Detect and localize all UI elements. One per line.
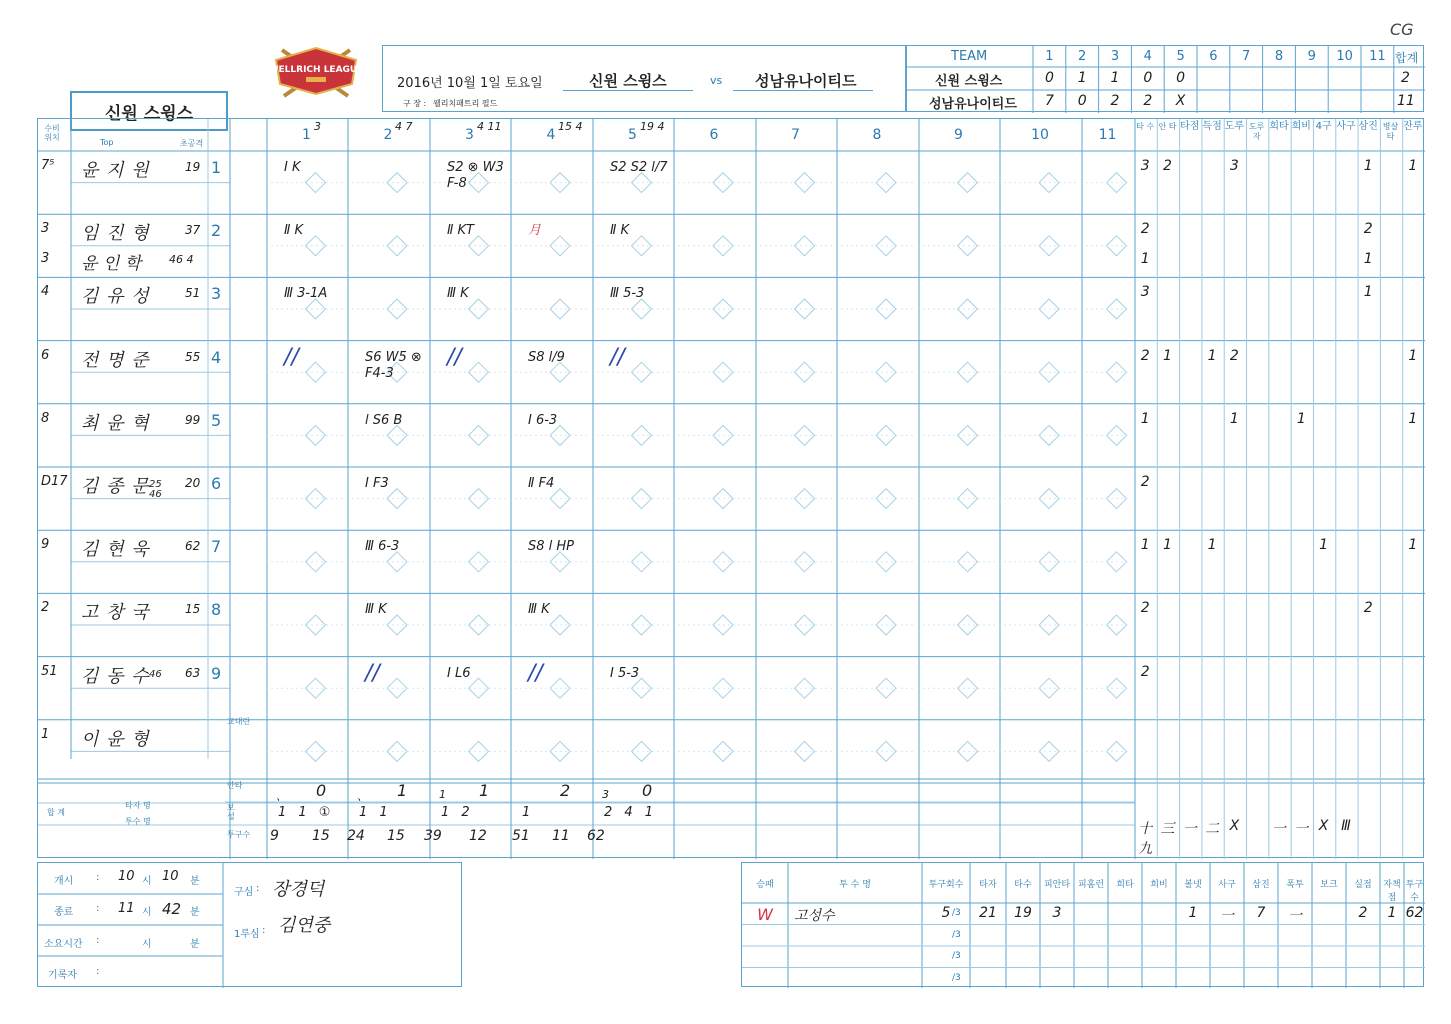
inning-top-mark: 3 [314, 120, 321, 133]
inning-pitch-count: 39 [424, 828, 442, 844]
batter-stat: 1 [1363, 158, 1373, 174]
game-date: 2016년 10월 1일 토요일 [397, 76, 543, 91]
substitute-label: 교대란 [227, 717, 251, 726]
first-base-umpire-label: 1루심 [234, 929, 260, 940]
batter-name: 최 윤 혁 [81, 412, 150, 434]
inning-header: 7 [791, 127, 800, 143]
score-inning-header: 7 [1242, 49, 1251, 64]
at-bat-mark: Ⅲ K [528, 602, 550, 618]
at-bat-mark: Ⅰ 6-3 [528, 412, 558, 428]
batter-name: 김 종 문 [81, 476, 150, 497]
inning-hits: 1 [397, 781, 408, 800]
inning-pitch-count: 24 [347, 828, 365, 844]
inning-header: 2 [383, 127, 393, 143]
vs-label: vs [710, 74, 723, 87]
at-bat-mark: // [447, 344, 462, 370]
batter-stat: 3 [1229, 158, 1239, 174]
batter-stat: 2 [1140, 663, 1150, 680]
batter-stat: 1 [1296, 410, 1306, 427]
at-bat-mark: Ⅱ K [284, 223, 304, 239]
innings-fraction: /3 [952, 908, 961, 918]
batter-name: 이 윤 형 [81, 728, 150, 750]
inning-hits: 2 [560, 781, 571, 800]
inning-pitch-count: 15 [312, 828, 330, 844]
pitching-cell: 2 [1358, 905, 1368, 921]
at-bat-mark: // [528, 660, 543, 686]
end-min-unit: 분 [190, 907, 200, 918]
score-table [906, 45, 1424, 112]
stat-header: 희타 [1269, 121, 1289, 132]
score-inning-header: 9 [1307, 49, 1316, 64]
inning-header: 4 [546, 127, 556, 143]
batter-stat: 1 [1408, 537, 1418, 554]
batting-order: 9 [211, 663, 222, 683]
pitching-header: 투 수 명 [839, 880, 871, 890]
walk-so-label: 보 설 [227, 803, 235, 821]
at-bat-mark: Ⅰ K [284, 160, 301, 175]
score-cell: 0 [1077, 93, 1087, 109]
score-inning-header: 2 [1078, 49, 1087, 64]
stat-header: 도루 [1224, 121, 1245, 132]
pitching-header: 보크 [1320, 880, 1338, 890]
at-bat-mark: Ⅱ F4 [528, 476, 555, 491]
home-team-name: 신원 스윙스 [589, 72, 667, 90]
at-bat-mark: // [365, 660, 380, 686]
pitching-cell: 1 [1387, 905, 1397, 921]
batter-stat: 2 [1229, 347, 1239, 364]
lineup-team-name: 신원 스윙스 [70, 91, 228, 131]
score-total-header: 합계 [1395, 51, 1419, 65]
score-inning-header: 5 [1176, 49, 1185, 64]
batting-order: 4 [211, 347, 222, 367]
batter-stat: 1 [1140, 537, 1150, 554]
at-bat-mark: S8 l/9 [528, 349, 565, 365]
score-inning-header: 11 [1369, 49, 1386, 64]
sub-position: 3 [41, 251, 50, 267]
stat-header: 타 수 [1136, 122, 1155, 131]
stat-header: 타점 [1180, 121, 1200, 132]
score-inning-header: 4 [1143, 49, 1152, 64]
at-bat-mark: Ⅲ K [447, 286, 469, 302]
total-mark: X [1318, 818, 1329, 834]
batter-position: 2 [41, 600, 50, 616]
stat-header: 병살타 [1382, 122, 1399, 141]
inning-pitch-count: 51 [512, 828, 530, 844]
duration-label: 소요시간 [44, 939, 83, 950]
batter-stat: 1 [1408, 410, 1418, 427]
batter-name: 윤 지 원 [81, 160, 150, 181]
pitching-header: 타수 [1014, 880, 1032, 890]
inning-hits: 0 [642, 781, 653, 800]
first-attack-header: 초공격 [180, 139, 204, 148]
batter-name: 고 창 국 [81, 602, 150, 624]
stat-header: 도루자 [1248, 122, 1265, 141]
batter-stat: 1 [1363, 284, 1373, 301]
sub-batter-stat: 1 [1363, 251, 1373, 268]
batter-stat: 2 [1363, 600, 1373, 617]
pitching-cell: 7 [1256, 905, 1266, 921]
batter-extra-number: 46 [149, 668, 162, 680]
batter-stat: 2 [1140, 221, 1150, 238]
score-inning-header: 1 [1045, 49, 1054, 64]
batting-order: 8 [211, 600, 222, 620]
at-bat-mark: Ⅲ 6-3 [365, 539, 400, 555]
inning-header: 11 [1098, 127, 1117, 143]
total-mark: 二 [1205, 821, 1220, 837]
total-mark: 一 [1271, 821, 1286, 837]
batter-stat: 1 [1408, 347, 1418, 364]
batter-name: 임 진 형 [81, 223, 150, 245]
logo-text: WELLRICH LEAGUE [268, 65, 364, 75]
pitching-cell: 3 [1052, 905, 1062, 921]
pitching-cell: 5 [941, 905, 951, 921]
batter-stat: 1 [1162, 537, 1172, 554]
score-cell: 0 [1176, 70, 1186, 86]
pitching-header: 피홈런 [1077, 880, 1105, 890]
end-hour: 11 [118, 901, 135, 916]
duration-min-unit: 분 [190, 939, 200, 950]
pitching-cell: 一 [1288, 908, 1302, 924]
at-bat-mark: S8 l HP [528, 539, 575, 555]
total-mark: 一 [1182, 821, 1197, 837]
stat-header: 득점 [1202, 121, 1222, 132]
inning-hits-mark: 1 [439, 788, 446, 801]
score-team-home: 신원 스윙스 [935, 74, 1003, 89]
at-bat-mark: // [284, 344, 299, 370]
batter-number: 37 [185, 223, 201, 238]
batter-position: 8 [41, 410, 50, 426]
score-inning-header: 8 [1274, 49, 1284, 64]
batter-stat: 1 [1319, 537, 1329, 554]
inning-top-mark: 19 4 [640, 120, 665, 133]
pitching-header: 삼진 [1252, 880, 1270, 890]
at-bat-mark: Ⅲ 3-1A [284, 286, 328, 302]
batter-number: 20 [185, 476, 201, 490]
pitching-cell: W [757, 905, 773, 924]
inning-header: 10 [1031, 127, 1049, 143]
score-cell: X [1175, 93, 1186, 109]
duration-hour-unit: 시 [142, 939, 152, 950]
batter-stat: 2 [1363, 221, 1373, 238]
batter-number: 51 [185, 286, 201, 301]
batter-stat: 1 [1408, 158, 1418, 174]
innings-fraction: /3 [952, 929, 961, 940]
score-cell: 0 [1143, 70, 1153, 86]
score-total-away: 11 [1397, 93, 1415, 109]
inning-pitch-count: 9 [270, 828, 279, 844]
stat-header: 안 타 [1158, 122, 1177, 131]
batter-position: 7⁵ [41, 158, 55, 173]
total-mark: 十 九 [1138, 821, 1153, 857]
pitching-header: 피안타 [1043, 880, 1071, 890]
start-hour: 10 [118, 869, 135, 884]
score-inning-header: 3 [1110, 49, 1120, 64]
at-bat-mark: Ⅲ K [365, 602, 387, 618]
batter-name: 김 현 욱 [81, 539, 150, 561]
batter-position: 51 [41, 663, 58, 679]
inning-header: 8 [872, 127, 882, 143]
batter-position: D17 [41, 474, 68, 489]
at-bat-mark: Ⅱ KT [447, 223, 474, 239]
umpire-name: 장경덕 [272, 879, 325, 900]
batter-position: 3 [41, 221, 50, 237]
batter-name: 김 동 수 [81, 665, 150, 687]
start-label: 개시 [54, 876, 74, 887]
score-cell: 1 [1110, 70, 1120, 86]
score-cell: 1 [1077, 70, 1087, 86]
pitching-header: 사구 [1218, 880, 1236, 890]
first-base-umpire-name: 김연중 [278, 915, 331, 936]
pitching-header: 투구수 [1405, 880, 1424, 903]
score-cell: 2 [1110, 93, 1120, 109]
pitching-cell: 19 [1014, 905, 1032, 921]
stat-header: 4구 [1315, 121, 1332, 132]
pitch-count-label: 투구수 [227, 830, 251, 839]
top-header: Top [100, 138, 114, 147]
pitching-header: 투구회수 [928, 880, 964, 890]
pitching-cell: 21 [979, 905, 997, 921]
inning-walks-strikeouts: 1 [522, 805, 535, 820]
batter-stat: 1 [1140, 410, 1150, 427]
pitching-header: 타자 [979, 880, 997, 890]
inning-top-mark: 4 11 [477, 120, 502, 133]
inning-hits-mark: 3 [602, 788, 609, 801]
inning-pitch-count: 15 [387, 828, 405, 844]
pitching-header: 자책점 [1383, 880, 1401, 903]
totals-label: 합 계 [47, 808, 65, 817]
score-total-home: 2 [1401, 70, 1410, 86]
game-info-box: 개시 : 10 시 10 분 종료 : 11 시 42 분 소요시간 : 시 분 기록자 : 구심 : 장경덕 1루심 : 김연중 [37, 862, 462, 987]
league-logo [268, 44, 364, 102]
venue-name: 웰리치패트리 필드 [433, 99, 498, 108]
sub-batter-stat: 1 [1140, 251, 1150, 268]
batter-stat: 2 [1140, 347, 1150, 364]
pos-header: 수비 위치 [44, 124, 60, 142]
inning-header: 5 [628, 127, 637, 143]
innings-fraction: /3 [952, 972, 961, 983]
inning-pitch-count: 12 [469, 828, 487, 844]
umpire-label: 구심 [234, 887, 254, 898]
pitching-cell: 1 [1188, 905, 1198, 921]
at-bat-mark: S2 S2 l/7 [610, 160, 668, 175]
total-mark: 三 [1160, 821, 1175, 837]
pitching-cell: 62 [1405, 905, 1424, 921]
pitching-table [741, 862, 1424, 987]
pitching-header: 실점 [1354, 880, 1372, 890]
team-header: TEAM [951, 49, 988, 64]
inning-header: 6 [709, 127, 719, 143]
batter-stat: 2 [1140, 474, 1150, 490]
at-bat-mark: Ⅲ 5-3 [610, 286, 645, 302]
inning-header: 9 [954, 127, 963, 143]
batters-count-label: 타자 명 [125, 801, 151, 810]
batting-order: 1 [211, 158, 222, 177]
batter-number: 62 [185, 539, 201, 554]
away-team-name: 성남유나이티드 [755, 72, 857, 90]
inning-hits-mark: 、 [276, 790, 287, 803]
inning-walks-strikeouts: 1 1 [359, 805, 392, 820]
end-hour-unit: 시 [142, 907, 152, 918]
batter-stat: 1 [1229, 410, 1239, 427]
game-header [382, 45, 906, 112]
scoresheet-grid [37, 118, 1424, 858]
batter-name: 전 명 준 [81, 349, 150, 371]
inning-header: 3 [465, 127, 474, 143]
score-cell: 0 [1044, 70, 1054, 86]
pitching-cell: 고성수 [794, 908, 835, 924]
batting-order: 2 [211, 221, 222, 241]
score-team-away: 성남유나이티드 [929, 97, 1017, 112]
batter-name: 김 유 성 [81, 286, 150, 308]
batting-order: 3 [211, 284, 222, 304]
batter-position: 9 [41, 537, 50, 553]
at-bat-mark: l S6 B [365, 412, 403, 428]
at-bat-mark: // [610, 344, 625, 370]
batter-extra-number: 25 46 [149, 479, 162, 500]
batter-position: 6 [41, 347, 50, 363]
at-bat-mark: S6 W5 ⊗ F4-3 [365, 349, 422, 381]
pitching-cell: 一 [1220, 908, 1234, 924]
batter-stat: 1 [1207, 347, 1217, 364]
total-mark: Ⅲ [1341, 818, 1351, 834]
batter-position: 4 [41, 284, 50, 300]
end-min: 42 [162, 900, 182, 918]
batter-number: 63 [185, 665, 201, 680]
batter-stat: 1 [1207, 537, 1217, 554]
batter-stat: 2 [1140, 600, 1150, 617]
pitchers-count-label: 투수 명 [125, 817, 151, 826]
stat-header: 희비 [1291, 121, 1311, 132]
at-bat-mark: Ⅰ 5-3 [610, 665, 640, 681]
batter-number: 99 [185, 412, 201, 427]
venue-label: 구 장 : [403, 99, 427, 108]
total-mark: X [1229, 818, 1240, 834]
sub-batter-name: 윤 인 학 [81, 254, 142, 275]
start-min-unit: 분 [190, 876, 200, 887]
at-bat-mark: Ⅰ L6 [447, 665, 471, 681]
recorder-label: 기록자 [48, 970, 77, 981]
inning-walks-strikeouts: 1 1 ① [278, 805, 335, 820]
start-hour-unit: 시 [142, 876, 152, 887]
inning-pitch-count: 62 [587, 828, 605, 844]
inning-hits-mark: 、 [357, 790, 368, 803]
inning-pitch-count: 11 [552, 828, 570, 844]
batter-stat: 2 [1162, 158, 1172, 174]
inning-top-mark: 15 4 [558, 120, 583, 133]
batter-position: 1 [41, 726, 50, 742]
pitching-header: 폭투 [1286, 880, 1304, 890]
batting-order: 6 [211, 474, 222, 493]
innings-fraction: /3 [952, 951, 961, 961]
score-cell: 7 [1044, 93, 1054, 109]
inning-header: 1 [302, 127, 311, 143]
pitching-header: 희비 [1150, 880, 1168, 890]
batter-number: 19 [185, 160, 201, 174]
batting-order: 7 [211, 537, 222, 557]
inning-walks-strikeouts: 2 4 1 [604, 805, 658, 820]
pitching-header: 볼넷 [1184, 880, 1202, 890]
sub-batter-number: 46 4 [169, 253, 194, 267]
inning-hits: 0 [316, 781, 327, 800]
score-inning-header: 6 [1209, 49, 1218, 64]
batter-stat: 3 [1140, 284, 1150, 301]
hits-label: 안타 [227, 781, 243, 790]
score-cell: 2 [1143, 93, 1153, 109]
inning-walks-strikeouts: 1 2 [441, 805, 474, 820]
corner-initials: CG [1390, 20, 1414, 39]
batter-stat: 3 [1140, 158, 1150, 174]
stat-header: 사구 [1336, 121, 1356, 132]
batting-order: 5 [211, 410, 222, 430]
batter-number: 15 [185, 602, 201, 617]
batter-stat: 1 [1162, 347, 1172, 364]
stat-header: 잔루 [1403, 121, 1423, 132]
pitching-header: 희타 [1116, 880, 1134, 890]
score-inning-header: 10 [1336, 49, 1353, 64]
at-bat-mark: Ⅰ F3 [365, 476, 389, 491]
at-bat-mark: Ⅱ K [610, 223, 630, 239]
pitching-header: 승패 [756, 880, 774, 890]
inning-top-mark: 4 7 [395, 120, 413, 133]
start-min: 10 [162, 869, 179, 884]
end-label: 종료 [54, 907, 74, 918]
at-bat-mark: 月 [528, 223, 542, 239]
total-mark: 一 [1294, 821, 1309, 837]
batter-number: 55 [185, 349, 201, 364]
stat-header: 삼진 [1358, 121, 1378, 132]
at-bat-mark: S2 ⊗ W3 F-8 [447, 160, 504, 191]
inning-hits: 1 [479, 781, 490, 800]
